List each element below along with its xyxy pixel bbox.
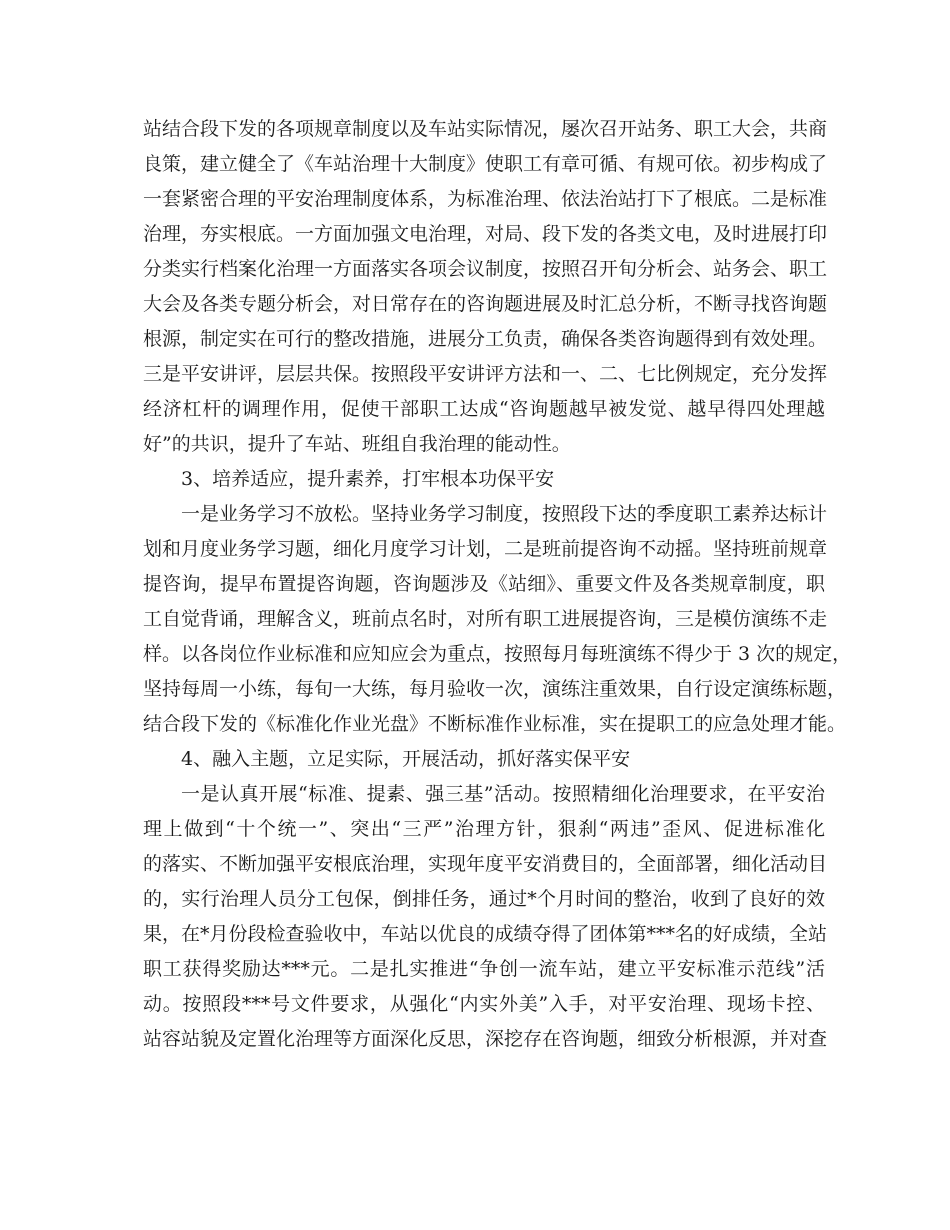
text-line: 的落实、不断加强平安根底治理，实现年度平安消费目的，全面部署，细化活动目 bbox=[143, 853, 828, 875]
text-line: 一套紧密合理的平安治理制度体系，为标准治理、依法治站打下了根底。二是标准 bbox=[143, 188, 828, 210]
paragraph-start-line: 一是业务学习不放松。坚持业务学习制度，按照段下达的季度职工素养达标计 bbox=[181, 503, 828, 525]
text-line: 工自觉背诵，理解含义，班前点名时，对所有职工进展提咨询，三是模仿演练不走 bbox=[143, 608, 828, 630]
section-heading: 4、融入主题，立足实际，开展活动，抓好落实保平安 bbox=[181, 748, 631, 770]
text-line: 理上做到“十个统一”、突出“三严”治理方针，狠刹“两违”歪风、促进标准化 bbox=[143, 818, 825, 840]
text-line: 动。按照段***号文件要求，从强化“内实外美”入手，对平安治理、现场卡控、 bbox=[143, 993, 825, 1015]
text-line: 的，实行治理人员分工包保，倒排任务，通过*个月时间的整治，收到了良好的效 bbox=[143, 888, 825, 910]
text-line: 良策，建立健全了《车站治理十大制度》使职工有章可循、有规可依。初步构成了 bbox=[143, 153, 828, 175]
text-line: 坚持每周一小练，每旬一大练，每月验收一次，演练注重效果，自行设定演练标题， bbox=[143, 678, 847, 700]
text-line: 站容站貌及定置化治理等方面深化反思，深挖存在咨询题，细致分析根源，并对查 bbox=[143, 1028, 828, 1050]
text-line: 提咨询，提早布置提咨询题，咨询题涉及《站细》、重要文件及各类规章制度，职 bbox=[143, 573, 825, 595]
text-line: 分类实行档案化治理一方面落实各项会议制度，按照召开旬分析会、站务会、职工 bbox=[143, 258, 828, 280]
text-line: 经济杠杆的调理作用，促使干部职工达成“咨询题越早被发觉、越早得四处理越 bbox=[143, 398, 825, 420]
document-body bbox=[143, 112, 852, 1057]
text-line: 治理，夯实根底。一方面加强文电治理，对局、段下发的各类文电，及时进展打印 bbox=[143, 223, 828, 245]
section-heading: 3、培养适应，提升素养，打牢根本功保平安 bbox=[181, 468, 555, 490]
text-line: 样。以各岗位作业标准和应知应会为重点，按照每月每班演练不得少于 3 次的规定， bbox=[143, 643, 852, 665]
text-line: 大会及各类专题分析会，对日常存在的咨询题进展及时汇总分析，不断寻找咨询题 bbox=[143, 293, 828, 315]
text-line: 好”的共识，提升了车站、班组自我治理的能动性。 bbox=[143, 433, 571, 455]
text-line: 职工获得奖励达***元。二是扎实推进“争创一流车站，建立平安标准示范线”活 bbox=[143, 958, 825, 980]
text-line: 站结合段下发的各项规章制度以及车站实际情况，屡次召开站务、职工大会，共商 bbox=[143, 118, 828, 140]
text-line: 三是平安讲评，层层共保。按照段平安讲评方法和一、二、七比例规定，充分发挥 bbox=[143, 363, 828, 385]
paragraph-start-line: 一是认真开展“标准、提素、强三基”活动。按照精细化治理要求，在平安治 bbox=[181, 783, 825, 805]
text-line: 结合段下发的《标准化作业光盘》不断标准作业标准，实在提职工的应急处理才能。 bbox=[143, 713, 847, 735]
text-line: 果，在*月份段检查验收中，车站以优良的成绩夺得了团体第***名的好成绩，全站 bbox=[143, 923, 828, 945]
text-line: 划和月度业务学习题，细化月度学习计划，二是班前提咨询不动摇。坚持班前规章 bbox=[143, 538, 828, 560]
text-line: 根源，制定实在可行的整改措施，进展分工负责，确保各类咨询题得到有效处理。 bbox=[143, 328, 828, 350]
